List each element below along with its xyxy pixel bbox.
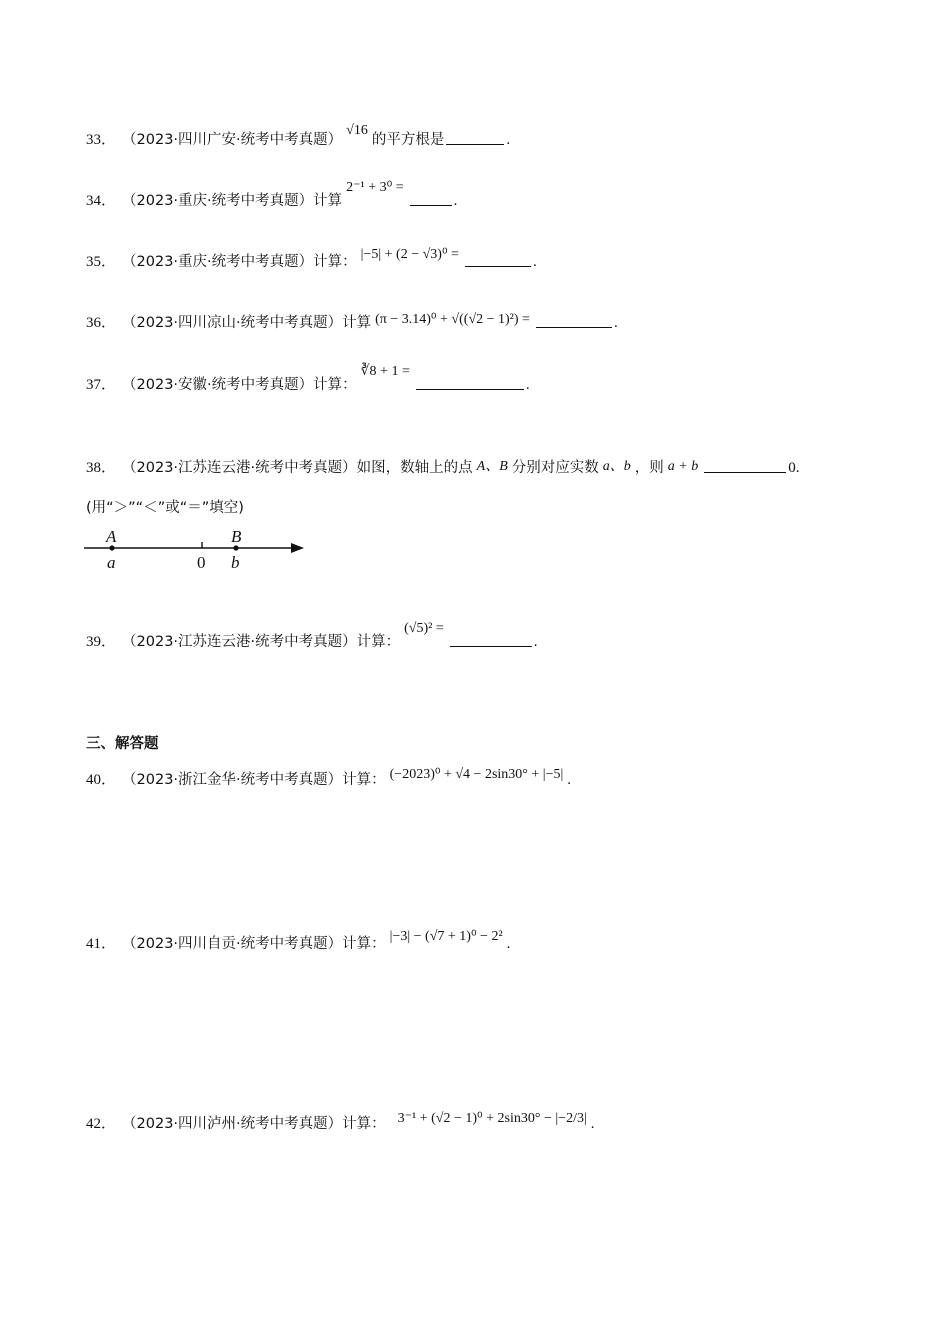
point-a-label: A — [106, 527, 117, 546]
value-a-label: a — [107, 553, 116, 572]
comparison-zero: 0. — [788, 460, 800, 476]
question-number: 40． — [86, 772, 117, 788]
question-number: 38． — [86, 460, 117, 476]
question-36 — [86, 311, 618, 332]
answer-blank[interactable] — [410, 204, 452, 206]
question-source: （2023·江苏连云港·统考中考真题） — [122, 634, 357, 650]
point-b-dot — [233, 545, 238, 550]
value-b-label: b — [231, 553, 240, 572]
math-expression: ∛8 + 1 = — [360, 364, 410, 379]
question-text: 计算： — [342, 936, 386, 952]
math-expression: (π − 3.14)⁰ + √((√2 − 1)²) = — [375, 312, 530, 327]
question-33 — [86, 123, 511, 149]
question-source: （2023·安徽·统考中考真题） — [122, 377, 314, 393]
answer-blank[interactable] — [446, 143, 504, 145]
question-source: （2023·四川泸州·统考中考真题） — [122, 1116, 343, 1132]
question-34 — [86, 180, 458, 210]
question-38 — [86, 456, 799, 477]
question-42 — [86, 1112, 595, 1133]
question-source: （2023·江苏连云港·统考中考真题） — [122, 460, 357, 476]
question-37 — [86, 364, 530, 394]
variables: a、b — [602, 459, 631, 474]
question-40 — [86, 768, 571, 789]
period: . — [525, 377, 530, 393]
answer-blank[interactable] — [704, 471, 786, 473]
number-line — [84, 526, 314, 576]
question-source: （2023·四川凉山·统考中考真题） — [122, 315, 343, 331]
answer-blank[interactable] — [416, 388, 524, 390]
sum-expression: a + b — [667, 459, 699, 474]
question-39 — [86, 621, 538, 651]
math-expression: |−3| − (√7 + 1)⁰ − 2² — [389, 929, 503, 944]
question-text: 计算： — [356, 634, 401, 650]
question-35 — [86, 247, 537, 271]
section-heading: 三、解答题 — [86, 736, 159, 752]
question-number: 37． — [86, 377, 117, 393]
math-expression: A、B — [476, 459, 508, 474]
question-text: 计算： — [342, 1116, 386, 1132]
question-source: （2023·四川自贡·统考中考真题） — [122, 936, 343, 952]
question-source: （2023·四川广安·统考中考真题） — [122, 132, 343, 148]
question-text: 计算： — [342, 772, 386, 788]
point-a-dot — [109, 545, 114, 550]
period: . — [506, 132, 511, 148]
question-text: 计算 — [313, 193, 343, 209]
period: . — [590, 1116, 595, 1132]
question-source: （2023·重庆·统考中考真题） — [122, 254, 314, 270]
question-number: 33． — [86, 132, 117, 148]
period: . — [532, 254, 537, 270]
question-text: 计算： — [313, 377, 357, 393]
period: . — [533, 634, 538, 650]
period: . — [567, 772, 572, 788]
zero-label: 0 — [197, 553, 206, 572]
question-number: 39． — [86, 634, 117, 650]
question-text: 计算 — [342, 315, 372, 331]
point-b-label: B — [231, 527, 242, 546]
question-number: 34． — [86, 193, 117, 209]
answer-blank[interactable] — [536, 326, 612, 328]
math-expression: (√5)² = — [404, 621, 444, 636]
math-expression: |−5| + (2 − √3)⁰ = — [360, 247, 459, 262]
question-text: 分别对应实数 — [511, 460, 599, 476]
math-expression: 3⁻¹ + (√2 − 1)⁰ + 2sin30° − |−2/3| — [397, 1111, 587, 1126]
math-expression: 2⁻¹ + 3⁰ = — [346, 180, 404, 195]
question-text: 如图，数轴上的点 — [356, 460, 473, 476]
math-expression: √16 — [346, 123, 368, 138]
math-expression: (−2023)⁰ + √4 − 2sin30° + |−5| — [389, 767, 564, 782]
question-number: 36． — [86, 315, 117, 331]
question-source: （2023·重庆·统考中考真题） — [122, 193, 314, 209]
question-text: ，则 — [634, 460, 664, 476]
question-text: 的平方根是 — [371, 132, 445, 148]
question-number: 41． — [86, 936, 117, 952]
question-number: 42． — [86, 1116, 117, 1132]
answer-blank[interactable] — [450, 645, 532, 647]
answer-blank[interactable] — [465, 265, 531, 267]
period: . — [453, 193, 458, 209]
question-41 — [86, 929, 511, 953]
question-source: （2023·浙江金华·统考中考真题） — [122, 772, 343, 788]
period: . — [613, 315, 618, 331]
question-text: 计算： — [313, 254, 357, 270]
fill-instruction: (用“＞”“＜”或“＝”填空) — [86, 500, 244, 516]
question-number: 35． — [86, 254, 117, 270]
period: . — [506, 936, 511, 952]
